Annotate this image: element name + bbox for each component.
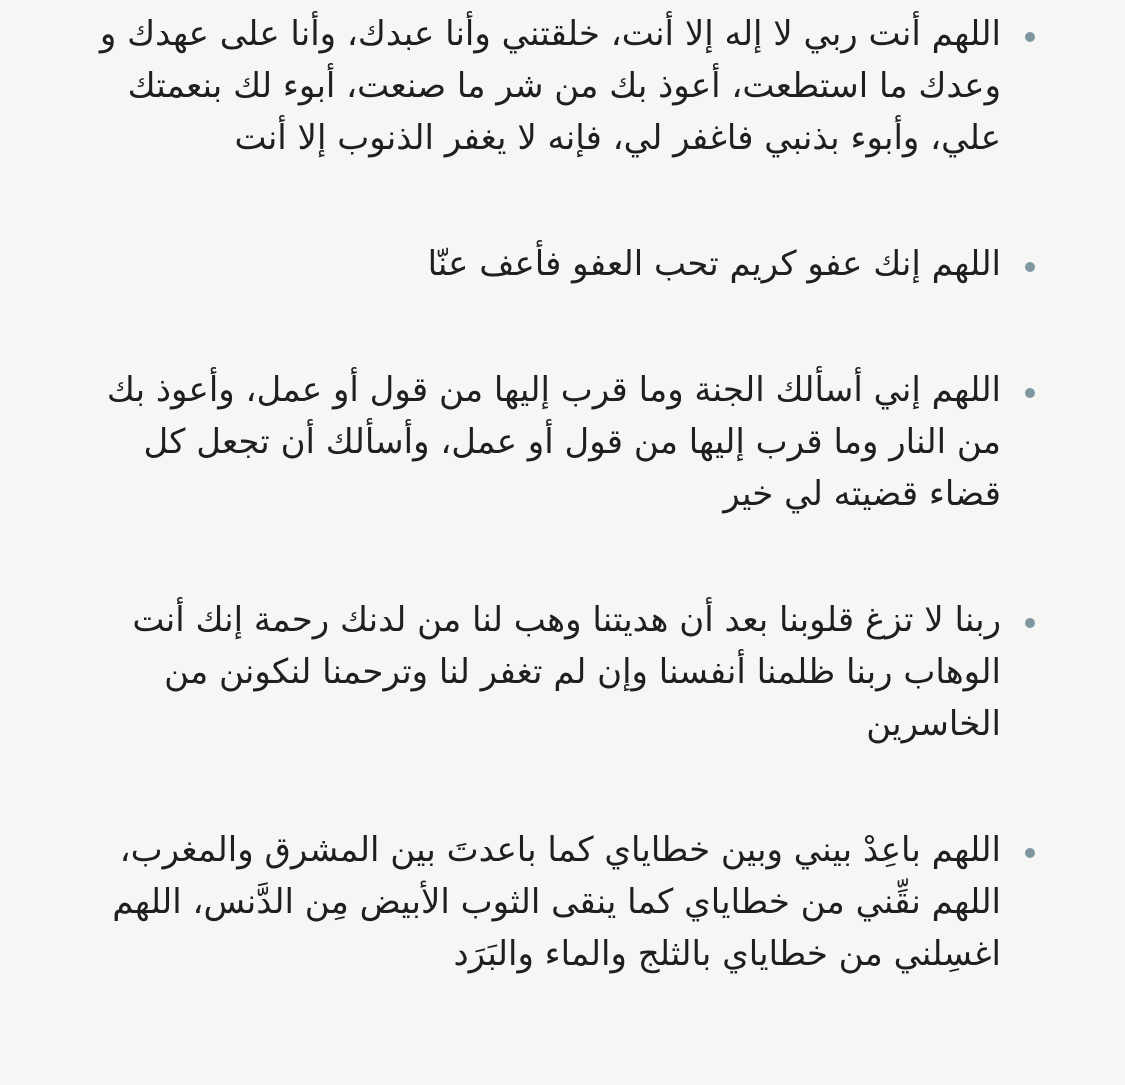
dua-text: اللهم إني أسألك الجنة وما قرب إليها من قول أو عمل، وأعوذ بك من النار وما قرب إليها من قول أو عمل، وأسألك أن تجعل كل قضاء قضيته لي خير: [106, 370, 1001, 514]
list-item: [77, 364, 1037, 520]
bullet-dot-icon: [1025, 32, 1035, 42]
dua-text: اللهم باعِدْ بيني وبين خطاياي كما باعدتَ بين المشرق والمغرب، اللهم نقِّني من خطاياي كما ينقى الثوب الأبيض مِن الدَّنس، اللهم اغسِلني من خطاياي بالثلج والماء والبَرَد: [112, 830, 1001, 974]
list-item: [77, 594, 1037, 750]
bullet-dot-icon: [1025, 618, 1035, 628]
bullet-dot-icon: [1025, 262, 1035, 272]
list-item: [77, 824, 1037, 980]
dua-text: اللهم أنت ربي لا إله إلا أنت، خلقتني وأنا عبدك، وأنا على عهدك و وعدك ما استطعت، أعوذ بك من شر ما صنعت، أبوء لك بنعمتك علي، وأبوء بذنبي فاغفر لي، فإنه لا يغفر الذنوب إلا أنت: [99, 14, 1001, 158]
dua-text: اللهم إنك عفو كريم تحب العفو فأعف عنّا: [427, 244, 1001, 284]
dua-list: [77, 8, 1037, 1054]
list-item: [77, 8, 1037, 164]
list-item: [77, 238, 1037, 290]
bullet-dot-icon: [1025, 388, 1035, 398]
dua-text: ربنا لا تزغ قلوبنا بعد أن هديتنا وهب لنا من لدنك رحمة إنك أنت الوهاب ربنا ظلمنا أنفسنا وإن لم تغفر لنا وترحمنا لنكونن من الخاسرين: [132, 600, 1001, 744]
bullet-dot-icon: [1025, 848, 1035, 858]
